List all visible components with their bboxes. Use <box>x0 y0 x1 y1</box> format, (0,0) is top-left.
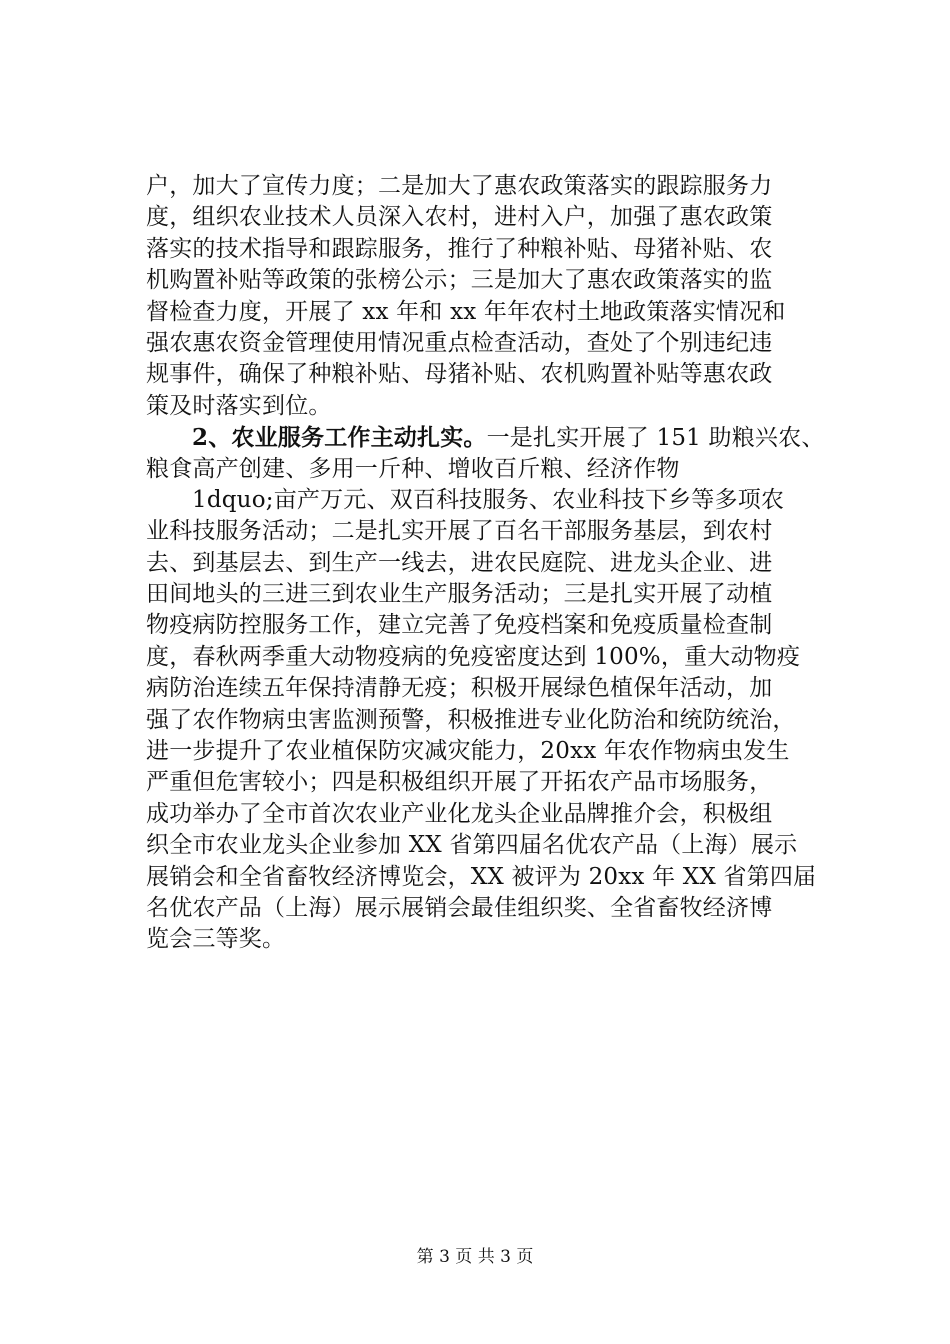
body-line: 督检查力度，开展了 xx 年和 xx 年年农村土地政策落实情况和 <box>146 298 786 325</box>
body-line: 户，加大了宣传力度；二是加大了惠农政策落实的跟踪服务力 <box>146 173 773 199</box>
body-line: 业科技服务活动；二是扎实开展了百名干部服务基层，到农村 <box>146 518 773 545</box>
body-line: 展销会和全省畜牧经济博览会，XX 被评为 20xx 年 XX 省第四届 <box>146 863 817 890</box>
body-line: 成功举办了全市首次农业产业化龙头企业品牌推介会，积极组 <box>146 800 773 827</box>
section-line <box>146 422 825 453</box>
body-line: 田间地头的三进三到农业生产服务活动；三是扎实开展了动植 <box>146 581 773 608</box>
body-line: 病防治连续五年保持清静无疫；积极开展绿色植保年活动，加 <box>146 675 773 702</box>
document-body <box>146 171 825 956</box>
body-line: 落实的技术指导和跟踪服务，推行了种粮补贴、母猪补贴、农 <box>146 235 773 262</box>
body-line: 览会三等奖。 <box>146 926 286 953</box>
body-line: 度，春秋两季重大动物疫病的免疫密度达到 100%，重大动物疫 <box>146 643 801 670</box>
page-number-footer: 第 3 页 共 3 页 <box>416 1247 534 1267</box>
body-line: 名优农产品（上海）展示展销会最佳组织奖、全省畜牧经济博 <box>146 894 773 921</box>
body-line: 强了农作物病虫害监测预警，积极推进专业化防治和统防统治， <box>146 706 796 733</box>
body-line: 物疫病防控服务工作，建立完善了免疫档案和免疫质量检查制 <box>146 612 773 639</box>
body-line: 织全市农业龙头企业参加 XX 省第四届名优农产品（上海）展示 <box>146 832 798 859</box>
body-line: 强农惠农资金管理使用情况重点检查活动，查处了个别违纪违 <box>146 329 773 356</box>
section-heading: 2、农业服务工作主动扎实。 <box>192 424 487 452</box>
body-line: 策及时落实到位。 <box>146 392 332 419</box>
body-line: 机购置补贴等政策的张榜公示；三是加大了惠农政策落实的监 <box>146 267 773 294</box>
body-line: 严重但危害较小；四是积极组织开展了开拓农产品市场服务， <box>146 769 773 796</box>
body-line: 粮食高产创建、多用一斤种、增收百斤粮、经济作物 <box>146 455 680 482</box>
body-line: 进一步提升了农业植保防灾减灾能力，20xx 年农作物病虫发生 <box>146 738 790 765</box>
body-line: 1dquo;亩产万元、双百科技服务、农业科技下乡等多项农 <box>192 486 785 513</box>
body-line: 去、到基层去、到生产一线去，进农民庭院、进龙头企业、进 <box>146 549 773 576</box>
section-text: 一是扎实开展了 151 助粮兴农、 <box>486 425 825 452</box>
body-line: 规事件，确保了种粮补贴、母猪补贴、农机购置补贴等惠农政 <box>146 361 773 388</box>
body-line: 度，组织农业技术人员深入农村，进村入户，加强了惠农政策 <box>146 204 773 231</box>
